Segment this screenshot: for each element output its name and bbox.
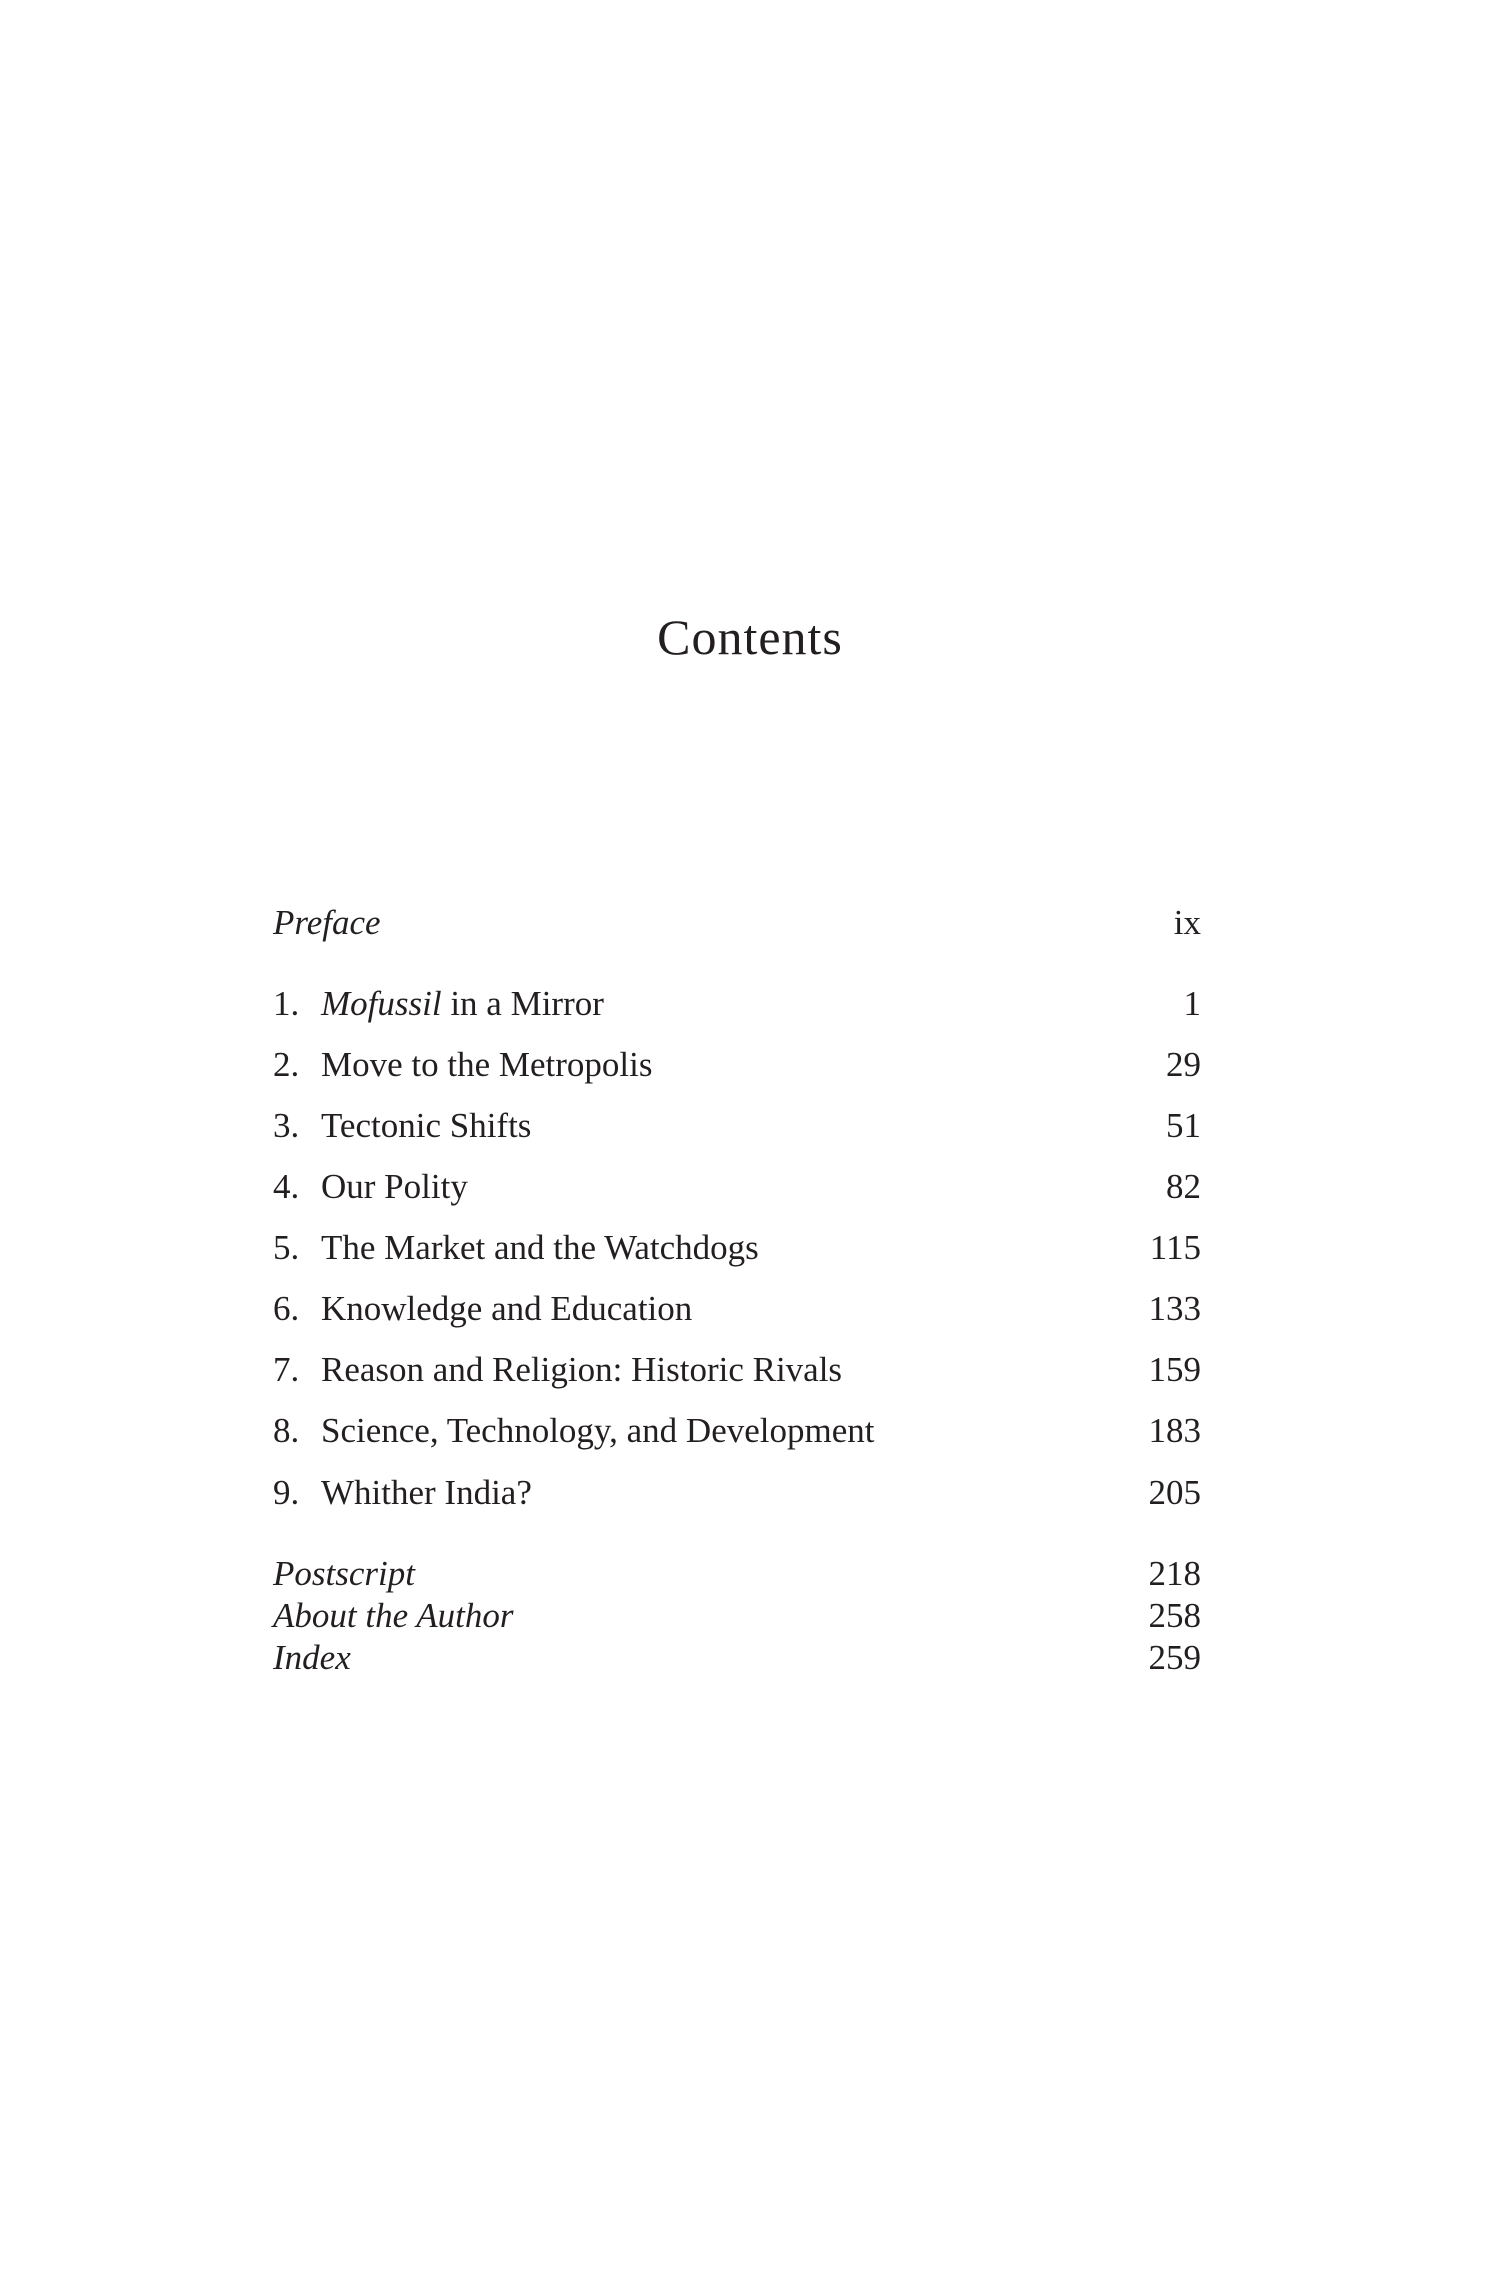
entry-label <box>273 1226 759 1270</box>
toc-entry-index[interactable] <box>273 1636 1201 1680</box>
chapter-title: Whither India? <box>321 1473 532 1512</box>
entry-label <box>273 1287 692 1331</box>
entry-page: 115 <box>1149 1228 1201 1267</box>
chapter-title: Tectonic Shifts <box>321 1106 532 1145</box>
entry-label <box>273 1471 532 1515</box>
entry-label <box>273 1104 531 1148</box>
entry-page: 1 <box>1183 984 1201 1023</box>
chapter-title: Science, Technology, and Development <box>321 1411 875 1450</box>
chapter-number: 6. <box>273 1289 300 1328</box>
toc-entry-preface[interactable] <box>273 901 1201 945</box>
chapter-number: 7. <box>273 1350 300 1389</box>
toc-entry-chapter-5[interactable] <box>273 1226 1201 1270</box>
chapter-title: Our Polity <box>321 1167 468 1206</box>
toc-entry-chapter-7[interactable] <box>273 1348 1201 1392</box>
chapter-number: 4. <box>273 1167 300 1206</box>
entry-page: 29 <box>1166 1045 1201 1084</box>
chapter-number: 5. <box>273 1228 300 1267</box>
toc-entry-chapter-3[interactable] <box>273 1104 1201 1148</box>
chapter-title: Move to the Metropolis <box>321 1045 653 1084</box>
toc-entry-about-the-author[interactable] <box>273 1594 1201 1638</box>
entry-page: 133 <box>1148 1289 1201 1328</box>
entry-page: 51 <box>1166 1106 1201 1145</box>
entry-page: 205 <box>1148 1473 1201 1512</box>
chapter-number: 1. <box>273 984 300 1023</box>
chapter-number: 8. <box>273 1411 300 1450</box>
entry-page: 82 <box>1166 1167 1201 1206</box>
chapter-title: Knowledge and Education <box>321 1289 693 1328</box>
chapter-title: Reason and Religion: Historic Rivals <box>321 1350 843 1389</box>
entry-page: 218 <box>1148 1554 1201 1593</box>
toc-list <box>273 0 1201 2282</box>
toc-entry-chapter-4[interactable] <box>273 1165 1201 1209</box>
toc-entry-chapter-9[interactable] <box>273 1471 1201 1515</box>
entry-label <box>273 982 604 1026</box>
entry-page: 183 <box>1148 1411 1201 1450</box>
toc-entry-chapter-8[interactable] <box>273 1409 1201 1453</box>
chapter-title-italic: Mofussil <box>321 984 442 1023</box>
toc-entry-chapter-2[interactable] <box>273 1043 1201 1087</box>
entry-label: Preface <box>273 903 381 942</box>
chapter-number: 2. <box>273 1045 300 1084</box>
chapter-title: in a Mirror <box>441 984 604 1023</box>
toc-entry-chapter-6[interactable] <box>273 1287 1201 1331</box>
toc-entry-chapter-1[interactable] <box>273 982 1201 1026</box>
entry-label: Postscript <box>273 1554 415 1593</box>
chapter-number: 3. <box>273 1106 300 1145</box>
entry-page: 258 <box>1148 1596 1201 1635</box>
entry-label <box>273 1409 875 1453</box>
entry-label <box>273 1043 653 1087</box>
chapter-title: The Market and the Watchdogs <box>321 1228 759 1267</box>
entry-label: About the Author <box>273 1596 514 1635</box>
chapter-number: 9. <box>273 1473 300 1512</box>
entry-page: 159 <box>1148 1350 1201 1389</box>
entry-label <box>273 1348 842 1392</box>
toc-entry-postscript[interactable] <box>273 1552 1201 1596</box>
entry-page: 259 <box>1148 1638 1201 1677</box>
entry-label <box>273 1165 468 1209</box>
entry-label: Index <box>273 1638 351 1677</box>
entry-page: ix <box>1173 903 1201 942</box>
page-title: Contents <box>657 609 843 665</box>
